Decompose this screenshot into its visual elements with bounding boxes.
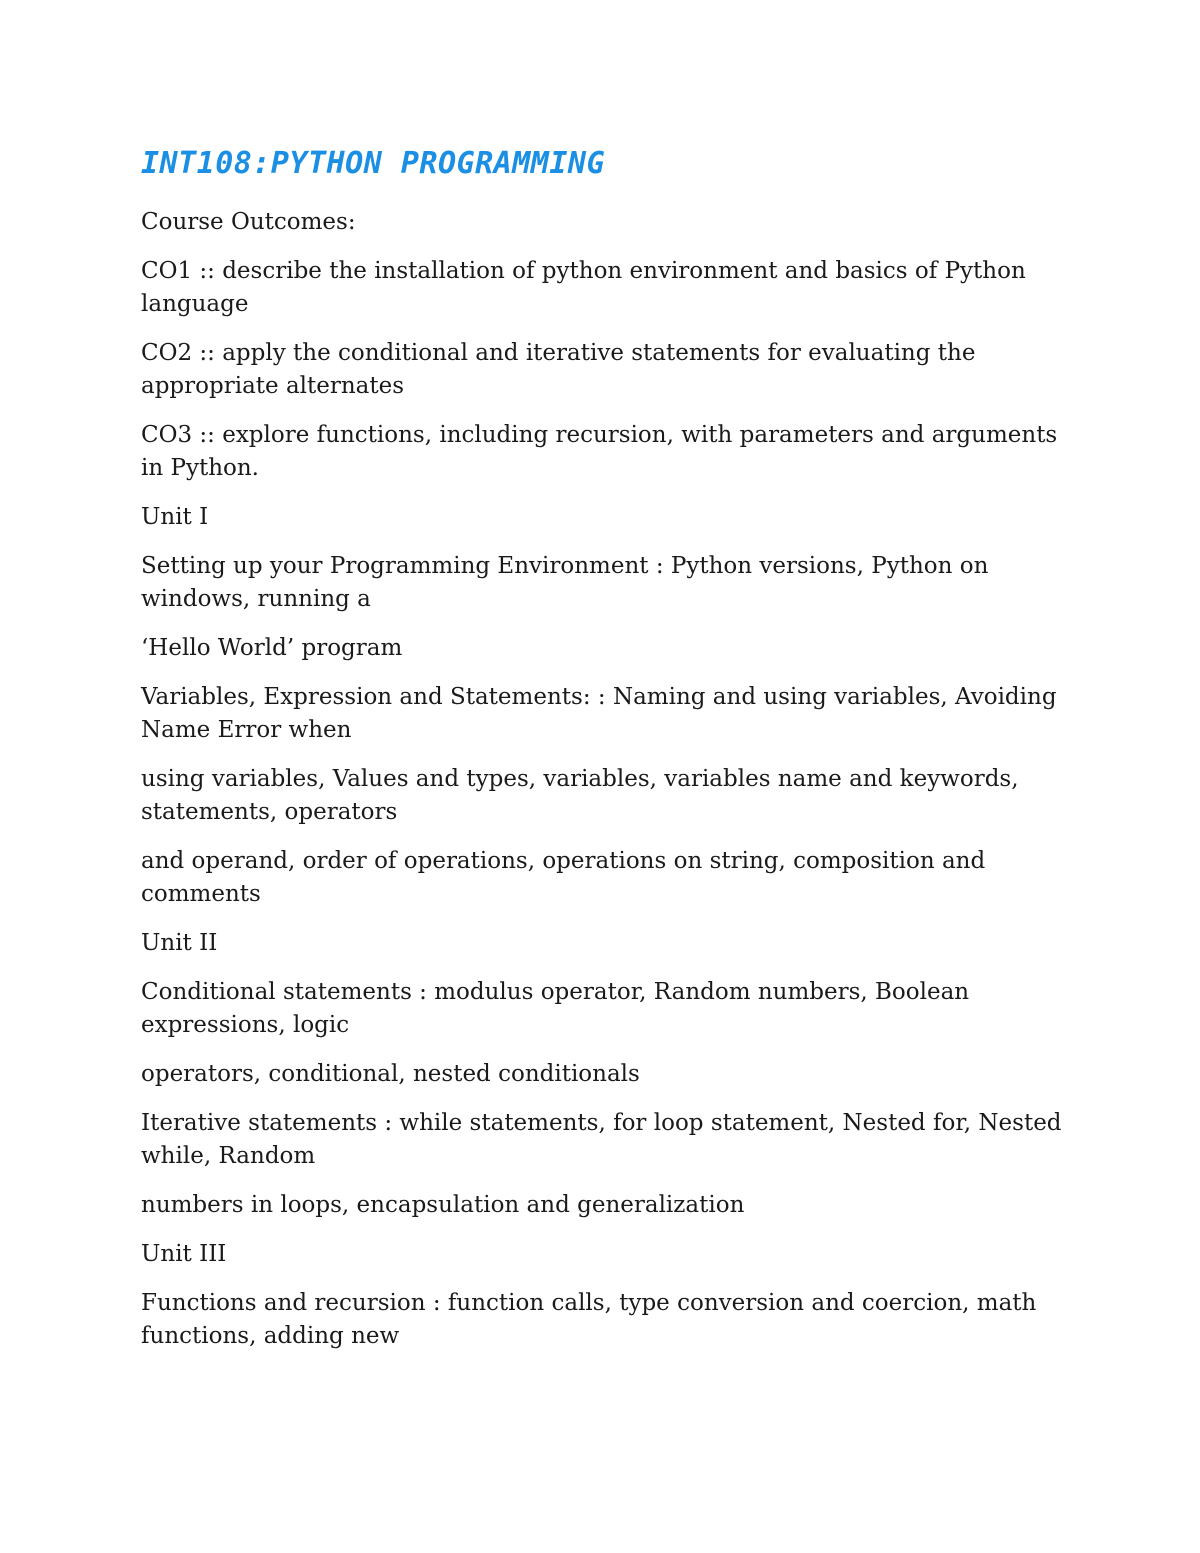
document-title: INT108:PYTHON PROGRAMMING <box>141 146 606 181</box>
paragraph-variables: Variables, Expression and Statements: : Naming and using variables, Avoiding Name Error when <box>141 684 1057 743</box>
document-body <box>141 206 1076 1369</box>
paragraph-environment: Setting up your Programming Environment : Python versions, Python on windows, running a <box>141 553 989 612</box>
paragraph-functions: Functions and recursion : function calls, type conversion and coercion, math functions, adding new <box>141 1290 1037 1349</box>
paragraph-course-outcomes: Course Outcomes: <box>141 209 356 235</box>
paragraph-operands: and operand, order of operations, operations on string, composition and comments <box>141 848 986 907</box>
paragraph-values-types: using variables, Values and types, variables, variables name and keywords, statements, operators <box>141 766 1019 825</box>
paragraph-operators: operators, conditional, nested conditionals <box>141 1061 640 1087</box>
paragraph-conditional: Conditional statements : modulus operator, Random numbers, Boolean expressions, logic <box>141 979 970 1038</box>
unit-heading-3: Unit III <box>141 1241 227 1267</box>
paragraph-co2: CO2 :: apply the conditional and iterative statements for evaluating the appropriate alternates <box>141 340 976 399</box>
paragraph-loops: numbers in loops, encapsulation and generalization <box>141 1192 745 1218</box>
paragraph-co3: CO3 :: explore functions, including recursion, with parameters and arguments in Python. <box>141 422 1058 481</box>
paragraph-co1: CO1 :: describe the installation of python environment and basics of Python language <box>141 258 1026 317</box>
unit-heading-1: Unit I <box>141 504 209 530</box>
paragraph-iterative: Iterative statements : while statements, for loop statement, Nested for, Nested while, Random <box>141 1110 1062 1169</box>
unit-heading-2: Unit II <box>141 930 218 956</box>
paragraph-hello-world: ‘Hello World’ program <box>141 635 403 661</box>
